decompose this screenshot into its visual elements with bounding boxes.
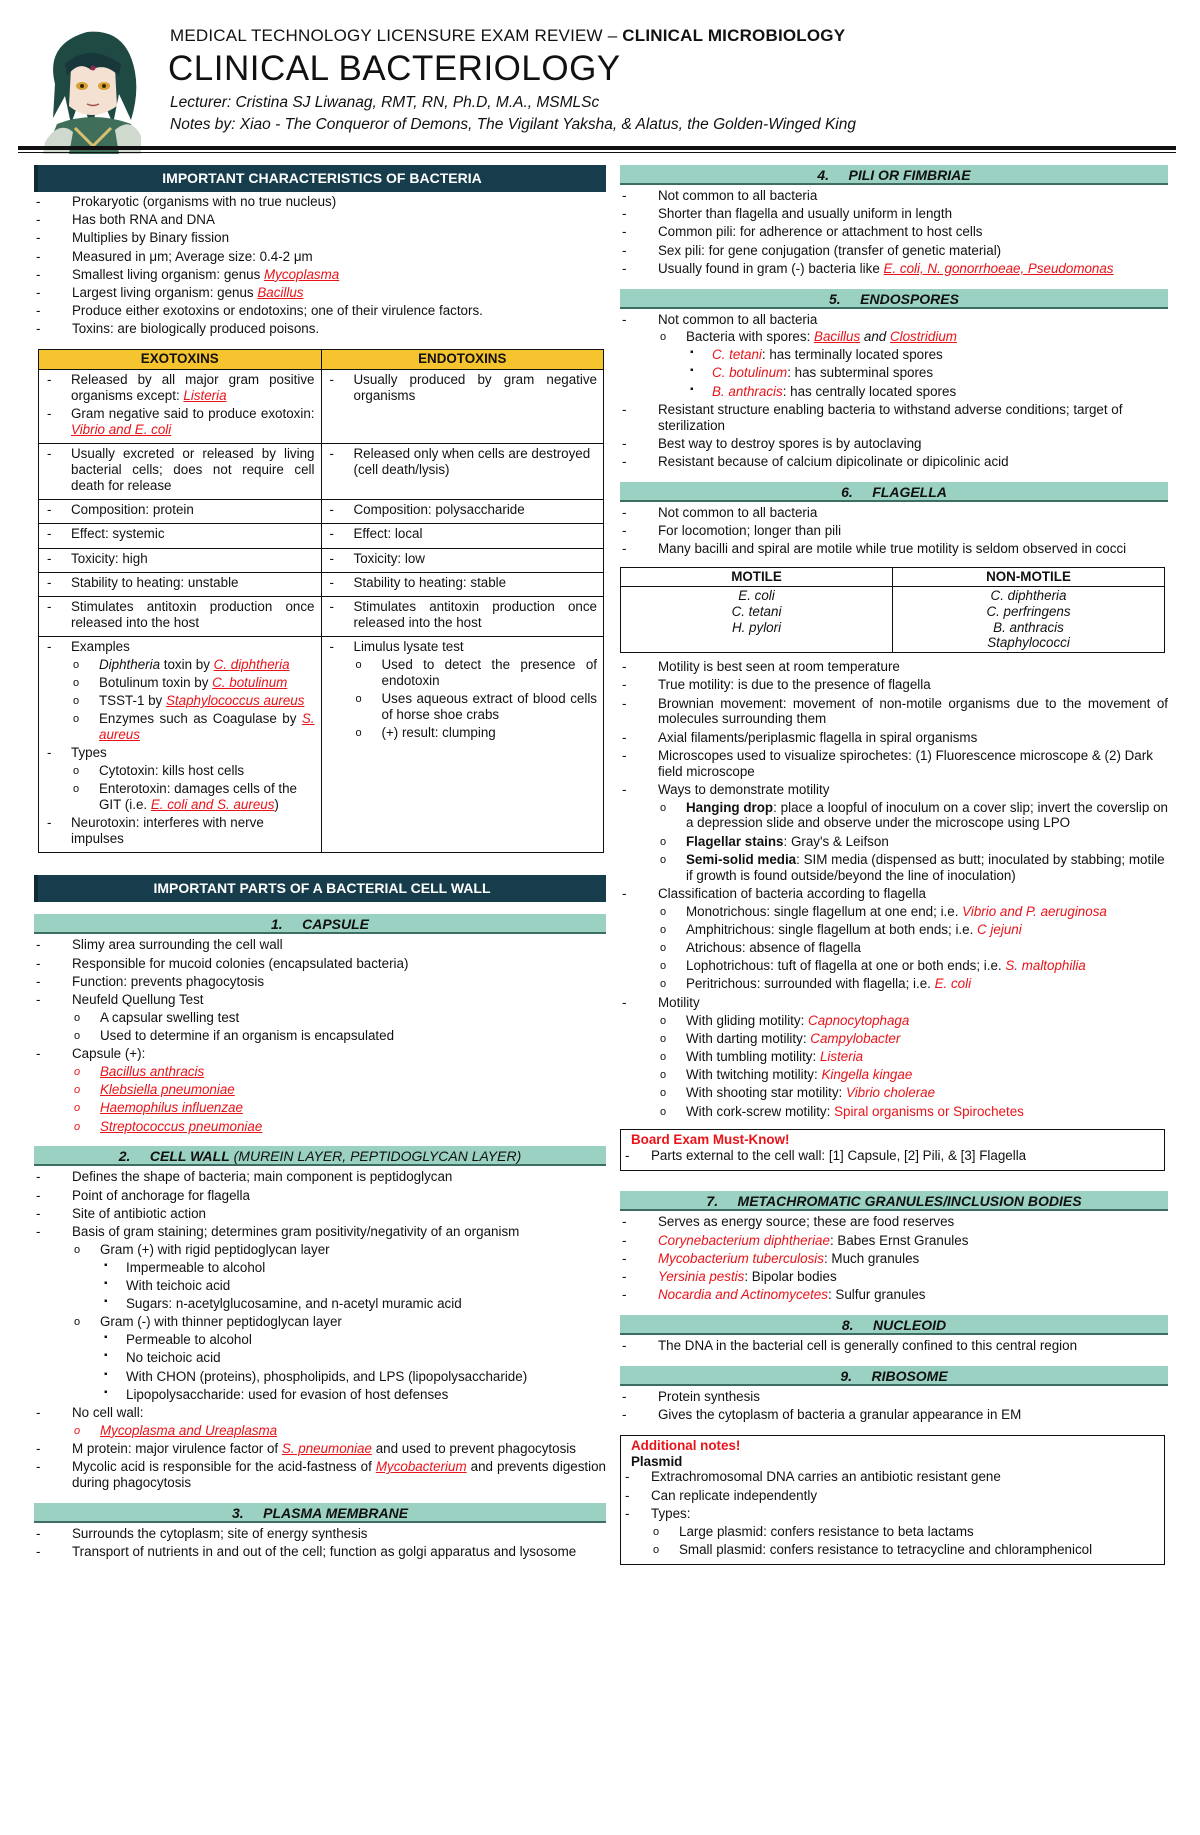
pili-list [620, 188, 1168, 277]
list-item: o With cork-screw motility: Spiral organisms or Spirochetes [658, 1104, 1168, 1120]
list-item: - Measured in μm; Average size: 0.4-2 μm [34, 249, 606, 265]
list-item: - Shorter than flagella and usually uniform in length [620, 206, 1168, 222]
list-item: - Usually found in gram (-) bacteria like E. coli, N. gonorrhoeae, Pseudomonas [620, 261, 1168, 277]
list-item: - Axial filaments/periplasmic flagella in spiral organisms [620, 730, 1168, 746]
additional-notes-title: Additional notes! [631, 1437, 741, 1453]
section-header-characteristics: IMPORTANT CHARACTERISTICS OF BACTERIA [34, 165, 606, 192]
list-item: - Not common to all bacteria o Bacteria with spores: Bacillus and Clostridium ▪ C. tetani: has terminally located spores ▪ C. botulinum: has subterminal spores ▪ B. anthracis: has centrally located spores [620, 312, 1168, 400]
list-item: - No cell wall: o Mycoplasma and Ureaplasma [34, 1405, 606, 1439]
list-item: - Toxicity: high [45, 551, 315, 567]
flagella-list-2 [620, 659, 1168, 1119]
list-item: - Usually excreted or released by living bacterial cells; does not require cell death for release [45, 446, 315, 493]
document-header [0, 0, 1200, 158]
list-item: - True motility: is due to the presence of flagella [620, 677, 1168, 693]
list-item: - Nocardia and Actinomycetes: Sulfur granules [620, 1287, 1168, 1303]
list-item: o Used to determine if an organism is encapsulated [72, 1028, 606, 1044]
list-item: - Responsible for mucoid colonies (encapsulated bacteria) [34, 956, 606, 972]
list-item: - Not common to all bacteria [620, 188, 1168, 204]
list-item: o Large plasmid: confers resistance to beta lactams [651, 1524, 1158, 1540]
list-item: - Classification of bacteria according to flagella o Monotrichous: single flagellum at one end; i.e. Vibrio and P. aeruginosa o Amphitrichous: single flagellum at both ends; i.e. C jejuni o Atrichous: absence of flagella o Lophotrichous: tuft of flagella at one or both ends; i.e. S. maltophilia o Peritrichous: surrounded with flagella; i.e. E. coli [620, 886, 1168, 992]
list-item: - Surrounds the cytoplasm; site of energy synthesis [34, 1526, 606, 1542]
list-item: - Has both RNA and DNA [34, 212, 606, 228]
list-item: - Best way to destroy spores is by autoclaving [620, 436, 1168, 452]
list-item: - Toxicity: low [328, 551, 598, 567]
list-item: - Defines the shape of bacteria; main component is peptidoglycan [34, 1169, 606, 1185]
list-item: - Not common to all bacteria [620, 505, 1168, 521]
page-title: CLINICAL BACTERIOLOGY [168, 49, 621, 88]
list-item: - Neurotoxin: interferes with nerve impulses [45, 815, 315, 847]
motile-organism: C. tetani [731, 603, 782, 619]
list-item: - Released only when cells are destroyed (cell death/lysis) [328, 446, 598, 478]
list-item: o With tumbling motility: Listeria [658, 1049, 1168, 1065]
motile-organism: H. pylori [731, 619, 782, 635]
list-item: - Corynebacterium diphtheriae: Babes Ernst Granules [620, 1233, 1168, 1249]
list-item: o A capsular swelling test [72, 1010, 606, 1026]
list-item: - Resistant structure enabling bacteria to withstand adverse conditions; target of sterilization [620, 402, 1168, 434]
list-item: - Gram negative said to produce exotoxin: Vibrio and E. coli [45, 406, 315, 438]
list-item: - Smallest living organism: genus Mycoplasma [34, 267, 606, 283]
list-item: o Gram (+) with rigid peptidoglycan layer ▪ Impermeable to alcohol ▪ With teichoic acid ▪ Sugars: n-acetylglucosamine, and n-acetyl muramic acid [72, 1242, 606, 1312]
list-item: ▪ No teichoic acid [100, 1350, 606, 1366]
list-item: ▪ Lipopolysaccharide: used for evasion of host defenses [100, 1387, 606, 1403]
ribosome-list [620, 1389, 1168, 1423]
left-column [34, 165, 606, 1562]
toxins-table [38, 349, 604, 853]
list-item: o (+) result: clumping [354, 725, 598, 741]
list-item: - For locomotion; longer than pili [620, 523, 1168, 539]
list-item: - Point of anchorage for flagella [34, 1188, 606, 1204]
review-label: MEDICAL TECHNOLOGY LICENSURE EXAM REVIEW – CLINICAL MICROBIOLOGY [170, 26, 846, 45]
list-item: - Stimulates antitoxin production once released into the host [328, 599, 598, 631]
list-item: - Toxins: are biologically produced poisons. [34, 321, 606, 337]
list-item: - The DNA in the bacterial cell is generally confined to this central region [620, 1338, 1168, 1354]
list-item: o Enzymes such as Coagulase by S. aureus [71, 711, 315, 743]
author-avatar-illustration [35, 24, 147, 154]
list-item: - Effect: local [328, 526, 598, 542]
list-item: o Monotrichous: single flagellum at one end; i.e. Vibrio and P. aeruginosa [658, 904, 1168, 920]
list-item: o Lophotrichous: tuft of flagella at one or both ends; i.e. S. maltophilia [658, 958, 1168, 974]
non-motile-organism: Staphylococci [987, 635, 1070, 651]
non-motile-organism: C. diphtheria [990, 587, 1067, 603]
list-item: o Amphitrichous: single flagellum at both ends; i.e. C jejuni [658, 922, 1168, 938]
subsection-header-nucleoid: 8. NUCLEOID [620, 1315, 1168, 1335]
list-item: ▪ With CHON (proteins), phospholipids, and LPS (lipopolysaccharide) [100, 1369, 606, 1385]
list-item: o With shooting star motility: Vibrio cholerae [658, 1085, 1168, 1101]
list-item: ▪ With teichoic acid [100, 1278, 606, 1294]
list-item: o Klebsiella pneumoniae [72, 1082, 606, 1098]
list-item: o Gram (-) with thinner peptidoglycan layer ▪ Permeable to alcohol ▪ No teichoic acid ▪ With CHON (proteins), phospholipids, and LPS (lipopolysaccharide) ▪ Lipopolysaccharide: used for evasion of host defenses [72, 1314, 606, 1402]
subsection-header-pili: 4. PILI OR FIMBRIAE [620, 165, 1168, 185]
list-item: - Neufeld Quellung Test o A capsular swelling test o Used to determine if an organism is encapsulated [34, 992, 606, 1044]
list-item: - Yersinia pestis: Bipolar bodies [620, 1269, 1168, 1285]
list-item: - Transport of nutrients in and out of the cell; function as golgi apparatus and lysosome [34, 1544, 606, 1560]
exotoxins-header: EXOTOXINS [39, 350, 322, 370]
plasma-membrane-list [34, 1526, 606, 1560]
table-row [39, 444, 604, 500]
list-item: - Protein synthesis [620, 1389, 1168, 1405]
endospores-list [620, 312, 1168, 470]
list-item: - Composition: protein [45, 502, 315, 518]
table-row [39, 572, 604, 596]
list-item: - Gives the cytoplasm of bacteria a granular appearance in EM [620, 1407, 1168, 1423]
list-item: - Can replicate independently [623, 1488, 1158, 1504]
additional-notes-box [620, 1435, 1165, 1565]
list-item: - Serves as energy source; these are food reserves [620, 1214, 1168, 1230]
list-item: - Stability to heating: stable [328, 575, 598, 591]
header-divider-thick [18, 146, 1176, 150]
header-divider-thin [18, 152, 1176, 153]
list-item: ▪ Sugars: n-acetylglucosamine, and n-acetyl muramic acid [100, 1296, 606, 1312]
subsection-header-capsule: 1. CAPSULE [34, 914, 606, 934]
subsection-header-flagella: 6. FLAGELLA [620, 482, 1168, 502]
section-header-cell-wall-parts: IMPORTANT PARTS OF A BACTERIAL CELL WALL [34, 875, 606, 902]
list-item: - Microscopes used to visualize spirochetes: (1) Fluorescence microscope & (2) Dark field microscope [620, 748, 1168, 780]
plasmid-heading: Plasmid [631, 1453, 683, 1469]
list-item: o Cytotoxin: kills host cells [71, 763, 315, 779]
table-row [39, 500, 604, 524]
subsection-header-endospores: 5. ENDOSPORES [620, 289, 1168, 309]
list-item: - Limulus lysate test o Used to detect the presence of endotoxin o Uses aqueous extract of blood cells of horse shoe crabs o (+) result: clumping [328, 639, 598, 741]
metachromatic-list [620, 1214, 1168, 1303]
list-item: - Mycolic acid is responsible for the acid-fastness of Mycobacterium and prevents digestion during phagocytosis [34, 1459, 606, 1491]
list-item: o With darting motility: Campylobacter [658, 1031, 1168, 1047]
list-item: - Slimy area surrounding the cell wall [34, 937, 606, 953]
list-item: o Bacteria with spores: Bacillus and Clostridium ▪ C. tetani: has terminally located spores ▪ C. botulinum: has subterminal spores ▪ B. anthracis: has centrally located spores [658, 329, 1168, 399]
list-item: o Enterotoxin: damages cells of the GIT (i.e. E. coli and S. aureus) [71, 781, 315, 813]
list-item: - Types o Cytotoxin: kills host cells o Enterotoxin: damages cells of the GIT (i.e. E. coli and S. aureus) [45, 745, 315, 813]
list-item: - Multiplies by Binary fission [34, 230, 606, 246]
characteristics-list [34, 194, 606, 337]
list-item: o Bacillus anthracis [72, 1064, 606, 1080]
table-row [39, 636, 604, 852]
subsection-header-ribosome: 9. RIBOSOME [620, 1366, 1168, 1386]
list-item: - Ways to demonstrate motility o Hanging drop: place a loopful of inoculum on a cover slip; invert the coverslip on a depression slide and observe under the microscope using LPO o Flagellar stains: Gray's & Leifson o Semi-solid media: SIM media (dispensed as butt; inoculated by stabbing; motile if growth is found outside/beyond the line of inoculation) [620, 782, 1168, 884]
table-row [39, 596, 604, 636]
list-item: ▪ Impermeable to alcohol [100, 1260, 606, 1276]
list-item: o Uses aqueous extract of blood cells of horse shoe crabs [354, 691, 598, 723]
notes-by-line: Notes by: Xiao - The Conqueror of Demons, The Vigilant Yaksha, & Alatus, the Golden-Winged King [170, 116, 856, 133]
table-row [39, 548, 604, 572]
list-item: o Diphtheria toxin by C. diphtheria [71, 657, 315, 673]
list-item: - Examples o Diphtheria toxin by C. diphtheria o Botulinum toxin by C. botulinum o TSST-1 by Staphylococcus aureus o Enzymes such as Coagulase by S. aureus [45, 639, 315, 743]
capsule-list [34, 937, 606, 1134]
cell-wall-list [34, 1169, 606, 1490]
list-item: - Motility o With gliding motility: Capnocytophaga o With darting motility: Campylobacter o With tumbling motility: Listeria o With twitching motility: Kingella kingae o With shooting star motility: Vibrio cholerae o With cork-screw motility: Spiral organisms or Spirochetes [620, 995, 1168, 1120]
list-item: ▪ B. anthracis: has centrally located spores [686, 384, 1168, 400]
list-item: o Haemophilus influenzae [72, 1100, 606, 1116]
list-item: - Site of antibiotic action [34, 1206, 606, 1222]
list-item: - M protein: major virulence factor of S. pneumoniae and used to prevent phagocytosis [34, 1441, 606, 1457]
nucleoid-list [620, 1338, 1168, 1354]
table-row [39, 524, 604, 548]
list-item: - Parts external to the cell wall: [1] Capsule, [2] Pili, & [3] Flagella [623, 1148, 1158, 1164]
list-item: - Basis of gram staining; determines gram positivity/negativity of an organism o Gram (+) with rigid peptidoglycan layer ▪ Impermeable to alcohol ▪ With teichoic acid ▪ Sugars: n-acetylglucosamine, and n-acetyl muramic acid o Gram (-) with thinner peptidoglycan layer ▪ Permeable to alcohol ▪ No teichoic acid ▪ With CHON (proteins), phospholipids, and LPS (lipopolysaccharide) ▪ Lipopolysaccharide: used for evasion of host defenses [34, 1224, 606, 1402]
table-row [621, 586, 1165, 652]
list-item: - Mycobacterium tuberculosis: Much granules [620, 1251, 1168, 1267]
endotoxins-header: ENDOTOXINS [321, 350, 604, 370]
subsection-header-cell-wall: 2. CELL WALL (MUREIN LAYER, PEPTIDOGLYCAN LAYER) [34, 1146, 606, 1166]
list-item: - Largest living organism: genus Bacillus [34, 285, 606, 301]
list-item: o With gliding motility: Capnocytophaga [658, 1013, 1168, 1029]
list-item: o Streptococcus pneumoniae [72, 1119, 606, 1135]
list-item: - Types: o Large plasmid: confers resistance to beta lactams o Small plasmid: confers resistance to tetracycline and chloramphenicol [623, 1506, 1158, 1558]
subsection-header-metachromatic-granules: 7. METACHROMATIC GRANULES/INCLUSION BODIES [620, 1191, 1168, 1211]
lecturer-line: Lecturer: Cristina SJ Liwanag, RMT, RN, Ph.D, M.A., MSMLSc [170, 94, 600, 111]
list-item: o Atrichous: absence of flagella [658, 940, 1168, 956]
list-item: o Botulinum toxin by C. botulinum [71, 675, 315, 691]
list-item: o Semi-solid media: SIM media (dispensed as butt; inoculated by stabbing; motile if growth is found outside/beyond the line of inoculation) [658, 852, 1168, 884]
list-item: - Produce either exotoxins or endotoxins; one of their virulence factors. [34, 303, 606, 319]
list-item: o TSST-1 by Staphylococcus aureus [71, 693, 315, 709]
list-item: - Stimulates antitoxin production once released into the host [45, 599, 315, 631]
list-item: o Peritrichous: surrounded with flagella; i.e. E. coli [658, 976, 1168, 992]
list-item: ▪ C. botulinum: has subterminal spores [686, 365, 1168, 381]
list-item: - Brownian movement: movement of non-motile organisms due to the movement of molecules surrounding them [620, 696, 1168, 728]
list-item: o Mycoplasma and Ureaplasma [72, 1423, 606, 1439]
list-item: o Flagellar stains: Gray's & Leifson [658, 834, 1168, 850]
list-item: - Composition: polysaccharide [328, 502, 598, 518]
must-know-title: Board Exam Must-Know! [631, 1132, 790, 1148]
list-item: - Sex pili: for gene conjugation (transfer of genetic material) [620, 243, 1168, 259]
list-item: ▪ Permeable to alcohol [100, 1332, 606, 1348]
list-item: - Released by all major gram positive organisms except: Listeria [45, 372, 315, 404]
list-item: - Usually produced by gram negative organisms [328, 372, 598, 404]
motility-table [620, 567, 1165, 653]
non-motile-organism: C. perfringens [986, 603, 1071, 619]
list-item: - Motility is best seen at room temperature [620, 659, 1168, 675]
list-item: - Capsule (+): o Bacillus anthracis o Klebsiella pneumoniae o Haemophilus influenzae o Streptococcus pneumoniae [34, 1046, 606, 1134]
motile-organism: E. coli [738, 587, 775, 603]
list-item: o Small plasmid: confers resistance to tetracycline and chloramphenicol [651, 1542, 1158, 1558]
list-item: o With twitching motility: Kingella kingae [658, 1067, 1168, 1083]
non-motile-header: NON-MOTILE [893, 568, 1165, 587]
board-exam-must-know-box [620, 1129, 1165, 1171]
non-motile-organism: B. anthracis [993, 619, 1064, 635]
list-item: - Many bacilli and spiral are motile while true motility is seldom observed in cocci [620, 541, 1168, 557]
list-item: o Hanging drop: place a loopful of inoculum on a cover slip; invert the coverslip on a depression slide and observe under the microscope using LPO [658, 800, 1168, 832]
list-item: - Effect: systemic [45, 526, 315, 542]
list-item: - Resistant because of calcium dipicolinate or dipicolinic acid [620, 454, 1168, 470]
table-row [39, 370, 604, 444]
list-item: - Function: prevents phagocytosis [34, 974, 606, 990]
list-item: - Common pili: for adherence or attachment to host cells [620, 224, 1168, 240]
flagella-list [620, 505, 1168, 557]
list-item: ▪ C. tetani: has terminally located spores [686, 347, 1168, 363]
list-item: - Extrachromosomal DNA carries an antibiotic resistant gene [623, 1469, 1158, 1485]
right-column [620, 165, 1168, 1565]
subsection-header-plasma-membrane: 3. PLASMA MEMBRANE [34, 1503, 606, 1523]
list-item: - Prokaryotic (organisms with no true nucleus) [34, 194, 606, 210]
list-item: - Stability to heating: unstable [45, 575, 315, 591]
motile-header: MOTILE [621, 568, 893, 587]
list-item: o Used to detect the presence of endotoxin [354, 657, 598, 689]
